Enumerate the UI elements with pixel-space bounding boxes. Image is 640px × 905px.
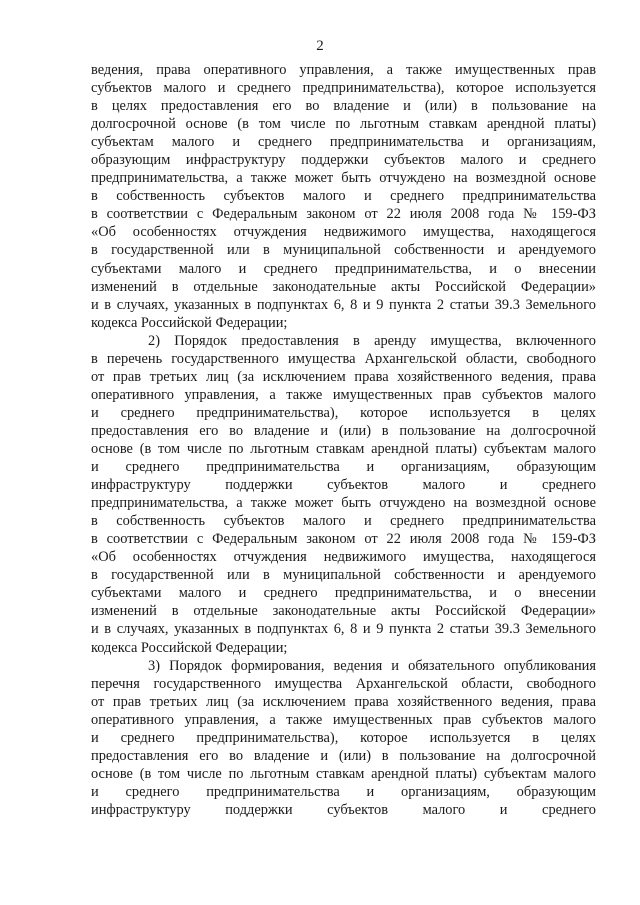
text-line: и среднего предпринимательства и организациям, образующим	[91, 783, 596, 800]
text-line: изменений в отдельные законодательные акты Российской Федерации»	[91, 278, 596, 295]
text-line: основе (в том числе по льготным ставкам арендной платы) субъектам малого	[91, 765, 596, 782]
text-line: предоставления его во владение и (или) в пользование на долгосрочной	[91, 422, 596, 439]
text-line: изменений в отдельные законодательные акты Российской Федерации»	[91, 603, 596, 620]
paragraph-continuation	[91, 61, 596, 332]
text-line: и в случаях, указанных в подпунктах 6, 8 и 9 пункта 2 статьи 39.3 Земельного	[91, 296, 596, 313]
text-line: и среднего предпринимательства и организациям, образующим	[91, 459, 596, 476]
text-line: и среднего предпринимательства), которое используется в целях	[91, 404, 596, 421]
text-line: субъектами малого и среднего предпринимательства, и о внесении	[91, 585, 596, 602]
text-line: кодекса Российской Федерации;	[91, 639, 288, 656]
text-line: предоставления его во владение и (или) в пользование на долгосрочной	[91, 747, 596, 764]
text-line: ведения, права оперативного управления, а также имущественных прав	[91, 62, 596, 78]
text-line: долгосрочной основе (в том числе по льготным ставкам арендной платы)	[91, 116, 596, 133]
text-line: оперативного управления, а также имущественных прав субъектов малого	[91, 711, 596, 728]
text-line: кодекса Российской Федерации;	[91, 314, 288, 331]
text-line: 2) Порядок предоставления в аренду имущества, включенного	[148, 332, 596, 349]
page-number: 2	[316, 38, 324, 54]
text-line: и в случаях, указанных в подпунктах 6, 8 и 9 пункта 2 статьи 39.3 Земельного	[91, 621, 596, 638]
text-line: в целях предоставления его во владение и (или) в пользование на	[91, 98, 596, 115]
text-line: «Об особенностях отчуждения недвижимого имущества, находящегося	[91, 224, 596, 241]
text-line: в собственность субъектов малого и среднего предпринимательства	[91, 188, 596, 205]
document-body	[91, 61, 596, 819]
text-line: «Об особенностях отчуждения недвижимого имущества, находящегося	[91, 549, 596, 566]
text-line: в государственной или в муниципальной собственности и арендуемого	[91, 567, 596, 584]
text-line: в соответствии с Федеральным законом от 22 июля 2008 года № 159-ФЗ	[91, 206, 596, 223]
text-line: субъектов малого и среднего предпринимательства), которое используется	[91, 80, 596, 97]
text-line: инфраструктуру поддержки субъектов малого и среднего	[91, 477, 596, 494]
text-line: образующим инфраструктуру поддержки субъектов малого и среднего	[91, 152, 596, 169]
text-line: от прав третьих лиц (за исключением права хозяйственного ведения, права	[91, 693, 596, 710]
text-line: основе (в том числе по льготным ставкам арендной платы) субъектам малого	[91, 440, 596, 457]
text-line: в собственность субъектов малого и среднего предпринимательства	[91, 513, 596, 530]
text-line: в перечень государственного имущества Архангельской области, свободного	[91, 350, 596, 367]
text-line: оперативного управления, а также имущественных прав субъектов малого	[91, 386, 596, 403]
text-line: перечня государственного имущества Архангельской области, свободного	[91, 675, 596, 692]
paragraph-item-3	[91, 657, 596, 819]
text-line: инфраструктуру поддержки субъектов малого и среднего	[91, 801, 596, 818]
text-line: субъектами малого и среднего предпринимательства, и о внесении	[91, 260, 596, 277]
text-line: 3) Порядок формирования, ведения и обязательного опубликования	[148, 657, 596, 674]
text-line: предпринимательства, а также может быть отчуждено на возмездной основе	[91, 495, 596, 512]
text-line: от прав третьих лиц (за исключением права хозяйственного ведения, права	[91, 368, 596, 385]
paragraph-item-2	[91, 332, 596, 657]
text-line: и среднего предпринимательства), которое используется в целях	[91, 729, 596, 746]
text-line: предпринимательства, а также может быть отчуждено на возмездной основе	[91, 170, 596, 187]
text-line: в соответствии с Федеральным законом от 22 июля 2008 года № 159-ФЗ	[91, 531, 596, 548]
text-line: в государственной или в муниципальной собственности и арендуемого	[91, 242, 596, 259]
text-line: субъектам малого и среднего предпринимательства и организациям,	[91, 134, 596, 151]
